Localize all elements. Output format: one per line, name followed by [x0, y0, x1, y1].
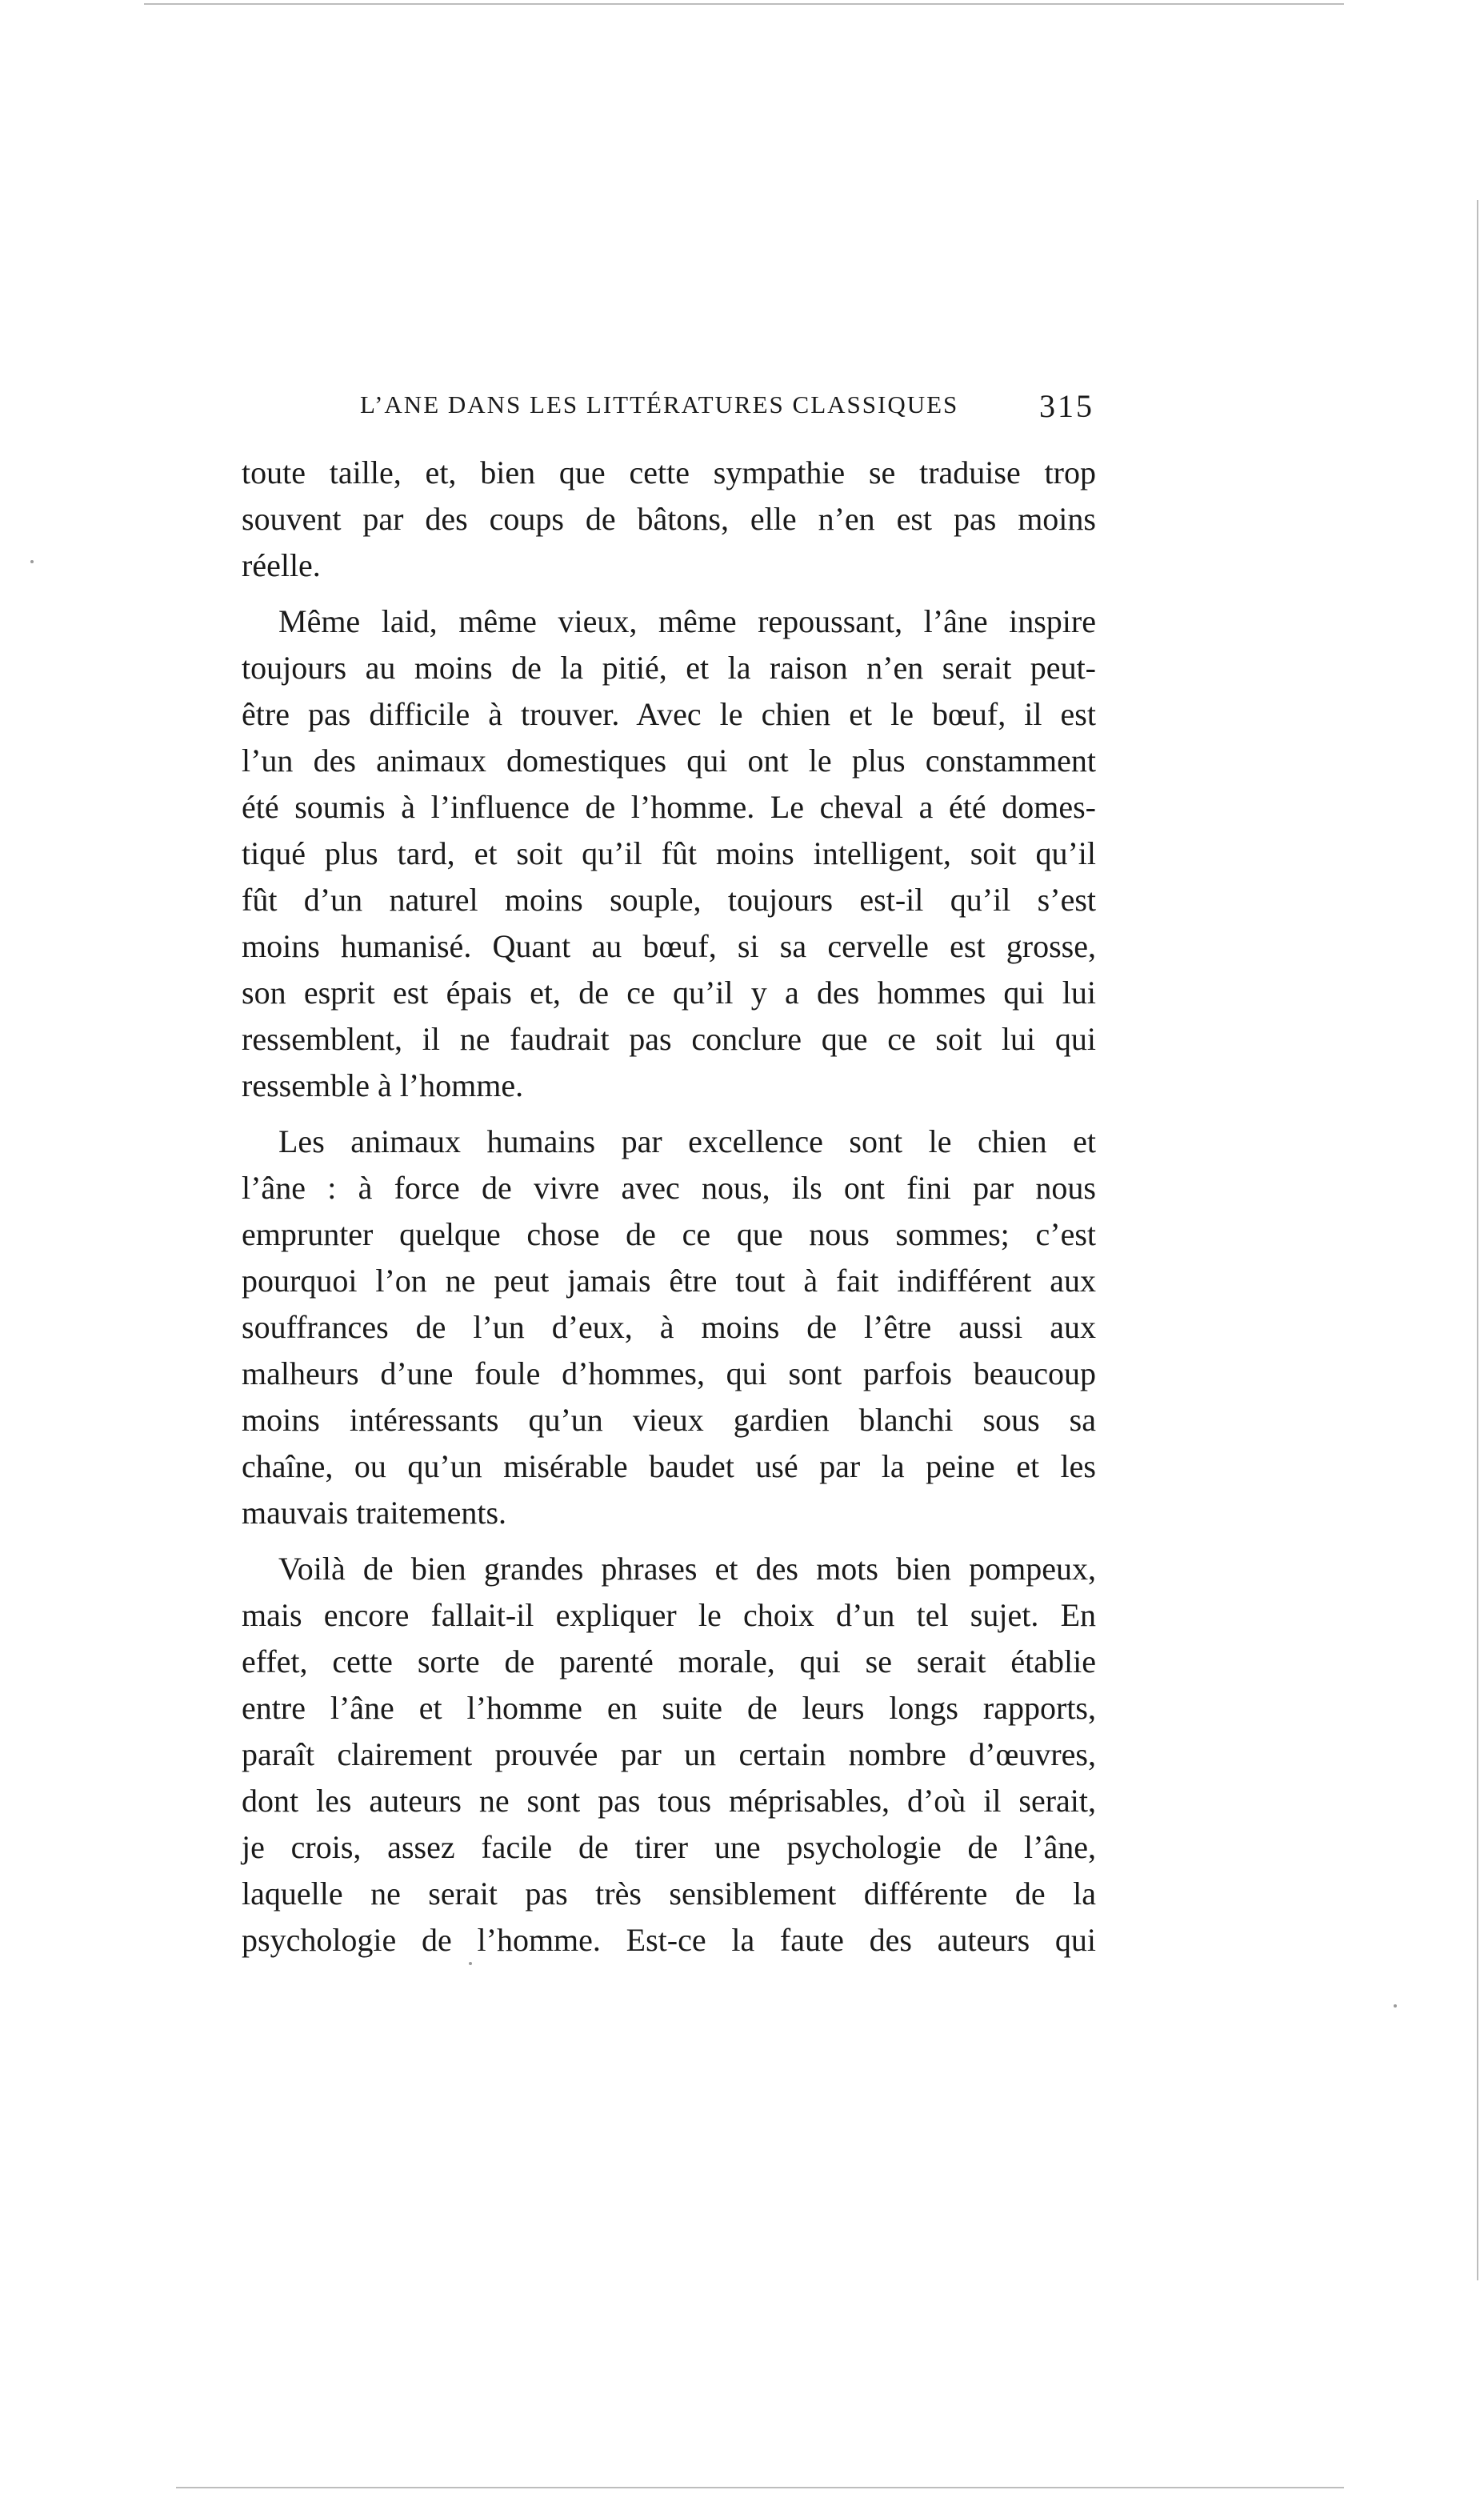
running-head — [240, 387, 1104, 435]
text-line: l’âne : à force de vivre avec nous, ils ont fini par nous — [242, 1170, 1096, 1206]
text-line: moins intéressants qu’un vieux gardien blanchi sous sa — [242, 1402, 1096, 1438]
text-line: laquelle ne serait pas très sensiblement différente de la — [242, 1875, 1096, 1912]
scan-speck — [1394, 2004, 1397, 2008]
text-line: effet, cette sorte de parenté morale, qui se serait établie — [242, 1643, 1096, 1679]
text-line: tiqué plus tard, et soit qu’il fût moins intelligent, soit qu’il — [242, 835, 1096, 871]
text-line: fût d’un naturel moins souple, toujours est-il qu’il s’est — [242, 882, 1096, 918]
text-line: pourquoi l’on ne peut jamais être tout à fait indifférent aux — [242, 1263, 1096, 1299]
scan-speck — [30, 560, 34, 563]
text-line: paraît clairement prouvée par un certain nombre d’œuvres, — [242, 1736, 1096, 1772]
running-title: L’ANE DANS LES LITTÉRATURES CLASSIQUES — [360, 390, 959, 418]
text-line: l’un des animaux domestiques qui ont le plus constamment — [242, 743, 1096, 779]
text-line: dont les auteurs ne sont pas tous méprisables, d’où il serait, — [242, 1783, 1096, 1819]
scan-edge-right — [1477, 200, 1478, 2280]
text-line: je crois, assez facile de tirer une psychologie de l’âne, — [242, 1829, 1096, 1865]
text-line: emprunter quelque chose de ce que nous sommes; c’est — [242, 1216, 1096, 1252]
text-line: mauvais traitements. — [242, 1495, 507, 1531]
text-line: chaîne, ou qu’un misérable baudet usé par la peine et les — [242, 1448, 1096, 1484]
text-line: souvent par des coups de bâtons, elle n’en est pas moins — [242, 501, 1096, 537]
text-line: être pas difficile à trouver. Avec le chien et le bœuf, il est — [242, 696, 1096, 732]
text-line: souffrances de l’un d’eux, à moins de l’être aussi aux — [242, 1309, 1096, 1345]
text-line: toute taille, et, bien que cette sympathie se traduise trop — [242, 454, 1096, 490]
text-line: toujours au moins de la pitié, et la raison n’en serait peut- — [242, 650, 1096, 686]
text-line: Voilà de bien grandes phrases et des mots bien pompeux, — [278, 1551, 1096, 1587]
scan-edge-top — [144, 3, 1344, 5]
scan-edge-bottom — [176, 2487, 1344, 2488]
text-line: entre l’âne et l’homme en suite de leurs longs rapports, — [242, 1690, 1096, 1726]
text-line: Les animaux humains par excellence sont le chien et — [278, 1123, 1096, 1159]
text-line: son esprit est épais et, de ce qu’il y a des hommes qui lui — [242, 975, 1096, 1011]
text-line: malheurs d’une foule d’hommes, qui sont parfois beaucoup — [242, 1355, 1096, 1391]
text-line: réelle. — [242, 547, 321, 583]
text-line: été soumis à l’influence de l’homme. Le cheval a été domes- — [242, 789, 1096, 825]
text-line: ressemblent, il ne faudrait pas conclure que ce soit lui qui — [242, 1021, 1096, 1057]
text-line: Même laid, même vieux, même repoussant, l’âne inspire — [278, 603, 1096, 639]
body-text — [242, 450, 1096, 1964]
text-line: psychologie de l’homme. Est-ce la faute des auteurs qui — [242, 1922, 1096, 1958]
page-number: 315 — [1039, 388, 1094, 424]
text-line: moins humanisé. Quant au bœuf, si sa cervelle est grosse, — [242, 928, 1096, 964]
text-line: ressemble à l’homme. — [242, 1067, 524, 1103]
text-line: mais encore fallait-il expliquer le choix d’un tel sujet. En — [242, 1597, 1096, 1633]
